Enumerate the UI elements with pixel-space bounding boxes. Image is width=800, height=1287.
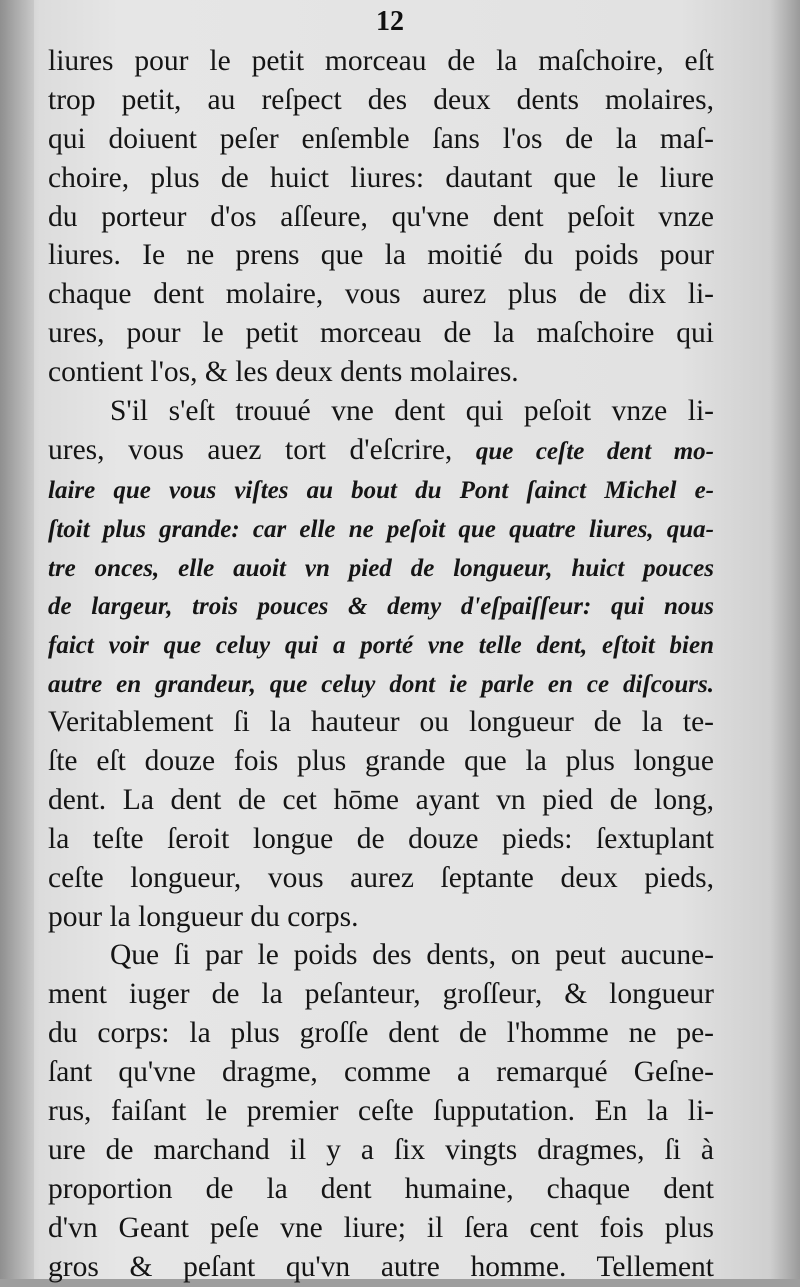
- text-line: proportion de la dent humaine, chaque dent: [48, 1172, 714, 1205]
- text-line: ment iuger de la peſanteur, groſſeur, & longueur: [48, 978, 714, 1011]
- text-line: ures, pour le petit morceau de la maſchoire qui: [48, 317, 714, 350]
- text-line: de largeur, trois pouces & demy d'eſpaiſſeur: qui nous: [48, 593, 714, 621]
- text-line: ſte eſt douze fois plus grande que la plus longue: [48, 745, 714, 778]
- text-line: ure de marchand il y a ſix vingts dragmes, ſi à: [48, 1133, 714, 1166]
- text-line: gros & peſant qu'vn autre homme. Tellement: [48, 1250, 714, 1283]
- text-line: Veritablement ſi la hauteur ou longueur de la te-: [48, 706, 714, 739]
- text-line: chaque dent molaire, vous aurez plus de dix li-: [48, 278, 714, 311]
- text-line: contient l'os, & les deux dents molaires.: [48, 356, 519, 389]
- text-line: du corps: la plus groſſe dent de l'homme ne pe-: [48, 1017, 714, 1050]
- text-line: qui doiuent peſer enſemble ſans l'os de la maſ-: [48, 122, 714, 155]
- text-line: choire, plus de huict liures: dautant que le liure: [48, 161, 714, 194]
- page-gutter-shadow: [0, 0, 34, 1279]
- text-line: du porteur d'os aſſeure, qu'vne dent peſoit vnze: [48, 200, 714, 233]
- text-line: trop petit, au reſpect des deux dents molaires,: [48, 83, 714, 116]
- text-line: tre onces, elle auoit vn pied de longueur, huict pouces: [48, 554, 714, 582]
- text-line: d'vn Geant peſe vne liure; il ſera cent fois plus: [48, 1211, 714, 1244]
- text-line: autre en grandeur, que celuy dont ie parle en ce diſcours.: [48, 671, 714, 699]
- text-line: ſant qu'vne dragme, comme a remarqué Geſne-: [48, 1056, 714, 1089]
- text-line: dent. La dent de cet hōme ayant vn pied de long,: [48, 783, 714, 816]
- text-line: rus, faiſant le premier ceſte ſupputation. En la li-: [48, 1095, 714, 1128]
- text-line: faict voir que celuy qui a porté vne telle dent, eſtoit bien: [48, 632, 714, 660]
- page-number: 12: [376, 6, 404, 37]
- text-line: pour la longueur du corps.: [48, 900, 359, 933]
- text-line: Que ſi par le poids des dents, on peut aucune-: [110, 939, 714, 972]
- text-line: S'il s'eſt trouué vne dent qui peſoit vnze li-: [110, 395, 714, 428]
- text-line: liures pour le petit morceau de la maſchoire, eſt: [48, 45, 714, 77]
- text-line: ures, vous auez tort d'eſcrire, que ceſte dent mo-: [48, 433, 714, 466]
- text-line: la teſte ſeroit longue de douze pieds: ſextuplant: [48, 822, 714, 855]
- text-line: ſtoit plus grande: car elle ne peſoit que quatre liures, qua-: [48, 515, 714, 543]
- text-line: laire que vous viſtes au bout du Pont ſainct Michel e-: [48, 476, 714, 504]
- text-line: liures. Ie ne prens que la moitié du poids pour: [48, 239, 714, 272]
- text-line: ceſte longueur, vous aurez ſeptante deux pieds,: [48, 861, 714, 894]
- body-text: [48, 42, 714, 1287]
